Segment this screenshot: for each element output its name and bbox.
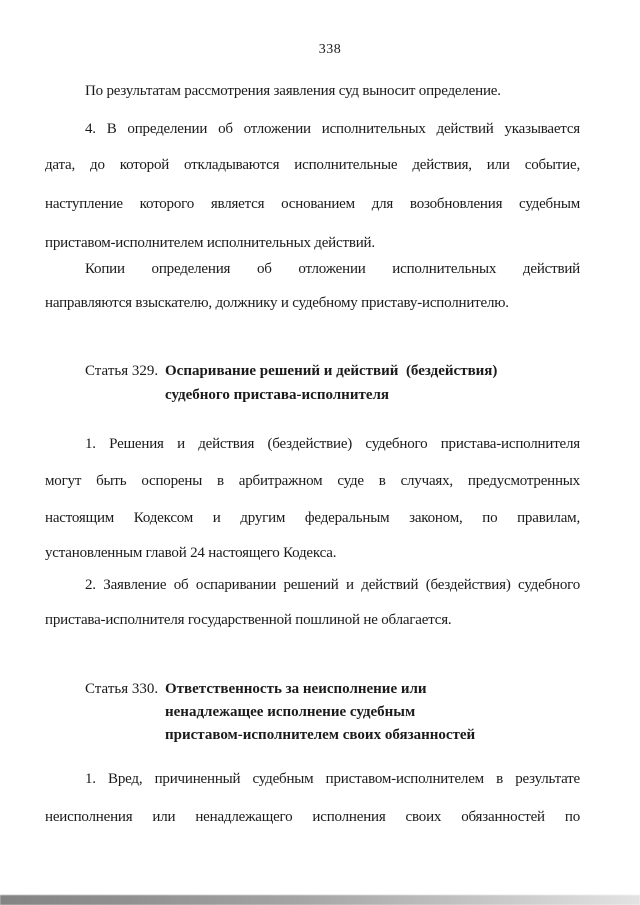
body-line: 2. Заявление об оспаривании решений и действий (бездействия) судебного [85,577,580,593]
article-heading-line: приставом-исполнителем своих обязанностей [165,727,476,743]
body-line: настоящим Кодексом и другим федеральным законом, по правилам, [45,510,580,526]
article-heading-line: судебного пристава-исполнителя [165,387,390,403]
body-line: могут быть оспорены в арбитражном суде в случаях, предусмотренных [45,473,580,489]
article-heading-line: ненадлежащее исполнение судебным [165,704,416,720]
body-line: 1. Вред, причиненный судебным приставом-исполнителем в результате [85,771,580,787]
article-number: Статья 330. [85,681,159,697]
body-line: 1. Решения и действия (бездействие) судебного пристава-исполнителя [85,436,580,452]
article-title: Оспаривание решений и действий (бездействия) [165,363,498,379]
body-line: приставом-исполнителем исполнительных действий. [45,235,375,251]
body-line: 4. В определении об отложении исполнительных действий указывается [85,121,580,137]
body-line: дата, до которой откладываются исполнительные действия, или событие, [45,157,580,173]
article-heading-line [85,678,580,700]
body-line: пристава-исполнителя государственной пошлиной не облагается. [45,612,452,628]
article-title: Ответственность за неисполнение или [165,681,427,697]
body-line: наступление которого является основанием для возобновления судебным [45,196,580,212]
article-number: Статья 329. [85,363,159,379]
body-line: По результатам рассмотрения заявления суд выносит определение. [85,83,501,99]
body-line: направляются взыскателю, должнику и судебному приставу-исполнителю. [45,295,509,311]
scan-edge-shadow [0,895,640,905]
article-heading-line [85,360,580,382]
page-number: 338 [318,42,342,57]
body-line: установленным главой 24 настоящего Кодекса. [45,545,337,561]
body-line: неисполнения или ненадлежащего исполнения своих обязанностей по [45,809,580,825]
body-line: Копии определения об отложении исполнительных действий [85,261,580,277]
